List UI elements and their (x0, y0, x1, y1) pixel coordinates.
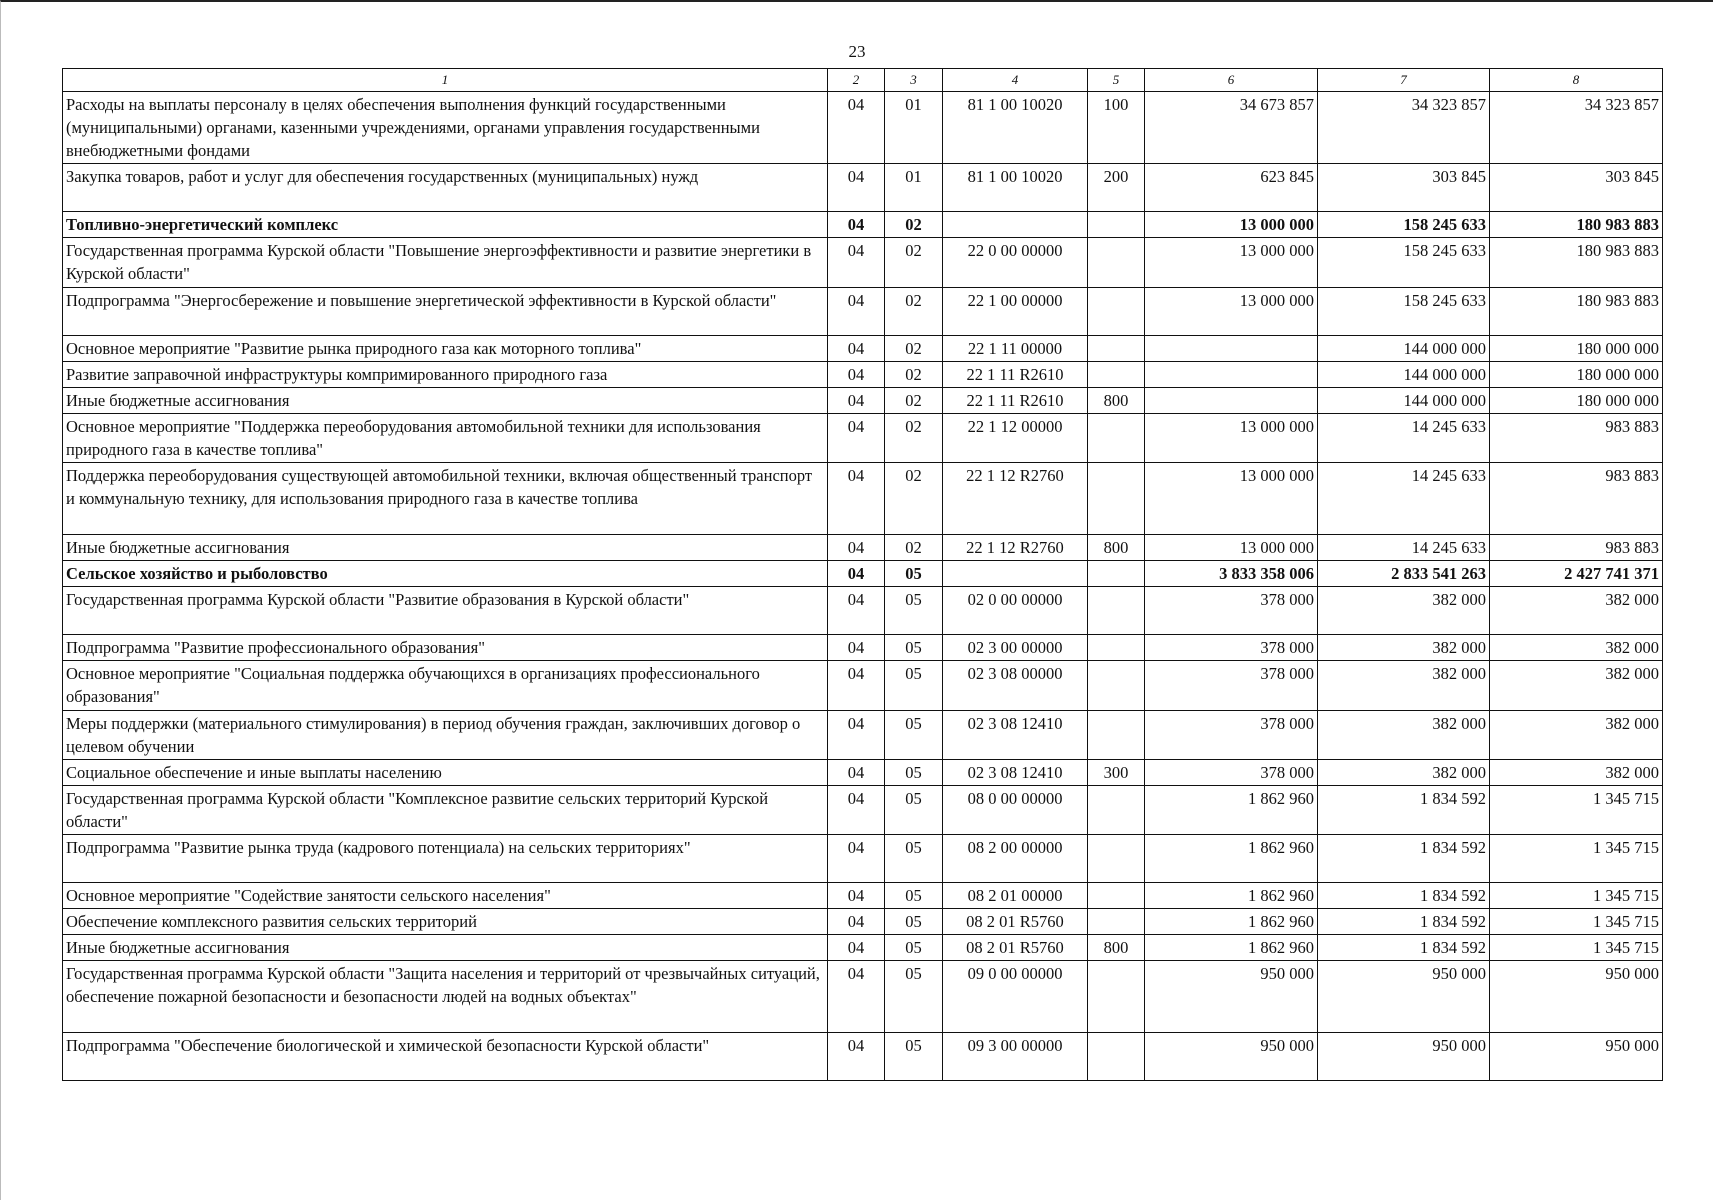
row-expense-type (1088, 661, 1145, 710)
row-name: Государственная программа Курской области "Защита населения и территорий от чрезвычайных ситуаций, обеспечение пожарной безопасности и безопасности людей на водных объектах" (63, 961, 828, 1033)
row-expense-type (1088, 212, 1145, 238)
row-amount-col7: 1 834 592 (1318, 785, 1490, 834)
table-row (63, 92, 1663, 164)
row-amount-col7: 1 834 592 (1318, 909, 1490, 935)
row-amount-col7: 14 245 633 (1318, 463, 1490, 535)
table-row (63, 164, 1663, 212)
row-expense-type (1088, 882, 1145, 908)
row-section-code: 04 (828, 1033, 885, 1081)
row-section-code: 04 (828, 661, 885, 710)
row-target-article: 22 1 12 00000 (943, 413, 1088, 462)
row-name: Иные бюджетные ассигнования (63, 935, 828, 961)
table-body (63, 92, 1663, 1081)
row-subsection-code: 02 (885, 335, 943, 361)
row-section-code: 04 (828, 212, 885, 238)
table-row (63, 287, 1663, 335)
row-section-code: 04 (828, 361, 885, 387)
row-amount-col6: 34 673 857 (1145, 92, 1318, 164)
row-target-article: 81 1 00 10020 (943, 92, 1088, 164)
row-expense-type (1088, 785, 1145, 834)
row-subsection-code: 05 (885, 785, 943, 834)
row-target-article: 81 1 00 10020 (943, 164, 1088, 212)
row-subsection-code: 05 (885, 882, 943, 908)
row-subsection-code: 05 (885, 935, 943, 961)
row-name: Иные бюджетные ассигнования (63, 535, 828, 561)
table-row (63, 710, 1663, 759)
row-target-article: 02 3 08 12410 (943, 710, 1088, 759)
row-amount-col7: 1 834 592 (1318, 935, 1490, 961)
row-section-code: 04 (828, 164, 885, 212)
row-subsection-code: 05 (885, 759, 943, 785)
row-name: Государственная программа Курской области "Развитие образования в Курской области" (63, 587, 828, 635)
row-target-article: 08 2 01 00000 (943, 882, 1088, 908)
row-expense-type (1088, 413, 1145, 462)
row-name: Основное мероприятие "Содействие занятости сельского населения" (63, 882, 828, 908)
row-amount-col8: 950 000 (1490, 961, 1663, 1033)
row-amount-col6: 1 862 960 (1145, 909, 1318, 935)
row-target-article: 08 2 01 R5760 (943, 909, 1088, 935)
row-expense-type: 800 (1088, 935, 1145, 961)
row-target-article: 08 2 00 00000 (943, 834, 1088, 882)
table-row (63, 335, 1663, 361)
row-section-code: 04 (828, 413, 885, 462)
row-amount-col6: 13 000 000 (1145, 238, 1318, 287)
row-section-code: 04 (828, 561, 885, 587)
row-amount-col7: 950 000 (1318, 1033, 1490, 1081)
row-section-code: 04 (828, 387, 885, 413)
row-subsection-code: 02 (885, 361, 943, 387)
row-name: Меры поддержки (материального стимулирования) в период обучения граждан, заключивших договор о целевом обучении (63, 710, 828, 759)
row-name: Подпрограмма "Энергосбережение и повышение энергетической эффективности в Курской области" (63, 287, 828, 335)
row-amount-col6: 378 000 (1145, 587, 1318, 635)
row-target-article: 22 1 11 R2610 (943, 361, 1088, 387)
table-row (63, 834, 1663, 882)
row-target-article: 22 1 11 R2610 (943, 387, 1088, 413)
row-amount-col8: 382 000 (1490, 710, 1663, 759)
row-amount-col7: 382 000 (1318, 587, 1490, 635)
row-subsection-code: 05 (885, 834, 943, 882)
column-header: 5 (1088, 69, 1145, 92)
row-section-code: 04 (828, 335, 885, 361)
row-name: Подпрограмма "Развитие профессионального образования" (63, 635, 828, 661)
row-name: Социальное обеспечение и иные выплаты населению (63, 759, 828, 785)
row-subsection-code: 02 (885, 535, 943, 561)
budget-table (62, 68, 1663, 1081)
row-section-code: 04 (828, 635, 885, 661)
row-amount-col8: 382 000 (1490, 759, 1663, 785)
table-row (63, 661, 1663, 710)
row-expense-type (1088, 834, 1145, 882)
row-section-code: 04 (828, 882, 885, 908)
row-amount-col8: 180 000 000 (1490, 387, 1663, 413)
row-amount-col6: 950 000 (1145, 1033, 1318, 1081)
row-amount-col8: 180 983 883 (1490, 287, 1663, 335)
row-amount-col6: 13 000 000 (1145, 212, 1318, 238)
row-amount-col6: 13 000 000 (1145, 287, 1318, 335)
row-target-article: 02 3 08 00000 (943, 661, 1088, 710)
row-subsection-code: 05 (885, 909, 943, 935)
table-row (63, 361, 1663, 387)
table-row (63, 587, 1663, 635)
column-header: 8 (1490, 69, 1663, 92)
row-amount-col8: 180 983 883 (1490, 238, 1663, 287)
row-subsection-code: 05 (885, 710, 943, 759)
column-header: 1 (63, 69, 828, 92)
row-expense-type: 200 (1088, 164, 1145, 212)
row-amount-col6: 950 000 (1145, 961, 1318, 1033)
table-row (63, 387, 1663, 413)
row-subsection-code: 02 (885, 387, 943, 413)
row-name: Иные бюджетные ассигнования (63, 387, 828, 413)
row-amount-col8: 1 345 715 (1490, 834, 1663, 882)
row-subsection-code: 05 (885, 587, 943, 635)
row-amount-col8: 180 000 000 (1490, 361, 1663, 387)
row-target-article: 08 0 00 00000 (943, 785, 1088, 834)
row-subsection-code: 02 (885, 413, 943, 462)
row-amount-col7: 144 000 000 (1318, 387, 1490, 413)
row-section-code: 04 (828, 961, 885, 1033)
row-amount-col6 (1145, 387, 1318, 413)
row-subsection-code: 02 (885, 463, 943, 535)
row-amount-col6: 378 000 (1145, 661, 1318, 710)
column-header: 2 (828, 69, 885, 92)
row-target-article: 22 0 00 00000 (943, 238, 1088, 287)
row-subsection-code: 05 (885, 961, 943, 1033)
row-name: Государственная программа Курской области "Повышение энергоэффективности и развитие энергетики в Курской области" (63, 238, 828, 287)
row-section-code: 04 (828, 535, 885, 561)
row-expense-type: 100 (1088, 92, 1145, 164)
row-target-article: 08 2 01 R5760 (943, 935, 1088, 961)
row-target-article: 22 1 00 00000 (943, 287, 1088, 335)
row-amount-col8: 1 345 715 (1490, 882, 1663, 908)
row-target-article: 02 3 08 12410 (943, 759, 1088, 785)
table-row (63, 909, 1663, 935)
row-section-code: 04 (828, 587, 885, 635)
row-name: Основное мероприятие "Поддержка переоборудования автомобильной техники для использования природного газа в качестве топлива" (63, 413, 828, 462)
row-section-code: 04 (828, 935, 885, 961)
row-name: Государственная программа Курской области "Комплексное развитие сельских территорий Курской области" (63, 785, 828, 834)
row-amount-col8: 382 000 (1490, 587, 1663, 635)
row-amount-col8: 950 000 (1490, 1033, 1663, 1081)
row-name: Закупка товаров, работ и услуг для обеспечения государственных (муниципальных) нужд (63, 164, 828, 212)
row-expense-type: 300 (1088, 759, 1145, 785)
row-amount-col8: 983 883 (1490, 535, 1663, 561)
row-subsection-code: 01 (885, 92, 943, 164)
row-subsection-code: 01 (885, 164, 943, 212)
table-row (63, 535, 1663, 561)
column-header: 4 (943, 69, 1088, 92)
row-name: Подпрограмма "Развитие рынка труда (кадрового потенциала) на сельских территориях" (63, 834, 828, 882)
row-expense-type (1088, 335, 1145, 361)
row-amount-col7: 144 000 000 (1318, 335, 1490, 361)
row-target-article: 09 0 00 00000 (943, 961, 1088, 1033)
row-section-code: 04 (828, 710, 885, 759)
row-expense-type (1088, 287, 1145, 335)
row-amount-col8: 180 000 000 (1490, 335, 1663, 361)
row-subsection-code: 02 (885, 212, 943, 238)
row-amount-col6: 623 845 (1145, 164, 1318, 212)
row-amount-col6: 1 862 960 (1145, 882, 1318, 908)
row-expense-type (1088, 238, 1145, 287)
row-amount-col6: 1 862 960 (1145, 785, 1318, 834)
row-amount-col6: 378 000 (1145, 635, 1318, 661)
page-number: 23 (848, 42, 866, 61)
row-section-code: 04 (828, 909, 885, 935)
row-expense-type: 800 (1088, 387, 1145, 413)
row-section-code: 04 (828, 834, 885, 882)
row-amount-col6: 13 000 000 (1145, 535, 1318, 561)
table-row (63, 961, 1663, 1033)
row-subsection-code: 05 (885, 661, 943, 710)
column-header: 7 (1318, 69, 1490, 92)
row-amount-col7: 303 845 (1318, 164, 1490, 212)
row-name: Расходы на выплаты персоналу в целях обеспечения выполнения функций государственными (муниципальными) органами, казенными учреждениями, органами управления государственными внебюджетными фондами (63, 92, 828, 164)
row-name: Обеспечение комплексного развития сельских территорий (63, 909, 828, 935)
row-amount-col7: 158 245 633 (1318, 287, 1490, 335)
row-expense-type (1088, 561, 1145, 587)
row-section-code: 04 (828, 238, 885, 287)
row-amount-col6 (1145, 361, 1318, 387)
row-amount-col6: 1 862 960 (1145, 935, 1318, 961)
table-row (63, 463, 1663, 535)
row-expense-type (1088, 587, 1145, 635)
table-section-row (63, 561, 1663, 587)
row-amount-col8: 2 427 741 371 (1490, 561, 1663, 587)
row-expense-type (1088, 909, 1145, 935)
row-name: Основное мероприятие "Социальная поддержка обучающихся в организациях профессионального образования" (63, 661, 828, 710)
row-section-code: 04 (828, 759, 885, 785)
row-target-article (943, 212, 1088, 238)
row-section-code: 04 (828, 287, 885, 335)
table-row (63, 882, 1663, 908)
column-number-row (63, 69, 1663, 92)
table-row (63, 238, 1663, 287)
row-target-article: 02 3 00 00000 (943, 635, 1088, 661)
row-expense-type: 800 (1088, 535, 1145, 561)
table-row (63, 1033, 1663, 1081)
row-amount-col6 (1145, 335, 1318, 361)
column-header: 3 (885, 69, 943, 92)
table-row (63, 759, 1663, 785)
row-amount-col7: 382 000 (1318, 635, 1490, 661)
row-section-code: 04 (828, 92, 885, 164)
table-section-row (63, 212, 1663, 238)
row-amount-col7: 14 245 633 (1318, 413, 1490, 462)
row-expense-type (1088, 710, 1145, 759)
row-amount-col7: 382 000 (1318, 759, 1490, 785)
row-name: Основное мероприятие "Развитие рынка природного газа как моторного топлива" (63, 335, 828, 361)
row-amount-col6: 1 862 960 (1145, 834, 1318, 882)
row-target-article: 22 1 12 R2760 (943, 535, 1088, 561)
row-amount-col6: 378 000 (1145, 710, 1318, 759)
row-amount-col7: 158 245 633 (1318, 238, 1490, 287)
row-target-article: 22 1 12 R2760 (943, 463, 1088, 535)
row-target-article: 09 3 00 00000 (943, 1033, 1088, 1081)
table-row (63, 635, 1663, 661)
row-target-article: 02 0 00 00000 (943, 587, 1088, 635)
row-amount-col8: 303 845 (1490, 164, 1663, 212)
row-amount-col7: 144 000 000 (1318, 361, 1490, 387)
row-expense-type (1088, 463, 1145, 535)
row-subsection-code: 05 (885, 1033, 943, 1081)
row-amount-col7: 1 834 592 (1318, 882, 1490, 908)
row-amount-col8: 34 323 857 (1490, 92, 1663, 164)
row-name: Сельское хозяйство и рыболовство (63, 561, 828, 587)
row-target-article: 22 1 11 00000 (943, 335, 1088, 361)
column-header: 6 (1145, 69, 1318, 92)
row-name: Подпрограмма "Обеспечение биологической и химической безопасности Курской области" (63, 1033, 828, 1081)
row-amount-col7: 382 000 (1318, 710, 1490, 759)
row-amount-col6: 13 000 000 (1145, 413, 1318, 462)
row-amount-col8: 983 883 (1490, 413, 1663, 462)
row-subsection-code: 02 (885, 238, 943, 287)
row-amount-col8: 1 345 715 (1490, 935, 1663, 961)
table-row (63, 413, 1663, 462)
row-amount-col7: 2 833 541 263 (1318, 561, 1490, 587)
row-amount-col7: 950 000 (1318, 961, 1490, 1033)
row-amount-col8: 1 345 715 (1490, 909, 1663, 935)
row-amount-col6: 378 000 (1145, 759, 1318, 785)
row-amount-col6: 3 833 358 006 (1145, 561, 1318, 587)
row-name: Развитие заправочной инфраструктуры компримированного природного газа (63, 361, 828, 387)
row-amount-col7: 158 245 633 (1318, 212, 1490, 238)
row-amount-col8: 180 983 883 (1490, 212, 1663, 238)
row-expense-type (1088, 961, 1145, 1033)
row-amount-col8: 1 345 715 (1490, 785, 1663, 834)
row-expense-type (1088, 361, 1145, 387)
row-amount-col8: 382 000 (1490, 661, 1663, 710)
row-subsection-code: 05 (885, 561, 943, 587)
row-subsection-code: 02 (885, 287, 943, 335)
row-section-code: 04 (828, 785, 885, 834)
row-amount-col7: 382 000 (1318, 661, 1490, 710)
row-name: Поддержка переоборудования существующей автомобильной техники, включая общественный транспорт и коммунальную технику, для использования природного газа в качестве топлива (63, 463, 828, 535)
row-expense-type (1088, 635, 1145, 661)
row-amount-col6: 13 000 000 (1145, 463, 1318, 535)
row-amount-col7: 1 834 592 (1318, 834, 1490, 882)
row-amount-col7: 34 323 857 (1318, 92, 1490, 164)
row-amount-col8: 382 000 (1490, 635, 1663, 661)
row-amount-col8: 983 883 (1490, 463, 1663, 535)
row-target-article (943, 561, 1088, 587)
row-amount-col7: 14 245 633 (1318, 535, 1490, 561)
table-row (63, 935, 1663, 961)
row-expense-type (1088, 1033, 1145, 1081)
table-row (63, 785, 1663, 834)
row-name: Топливно-энергетический комплекс (63, 212, 828, 238)
row-section-code: 04 (828, 463, 885, 535)
row-subsection-code: 05 (885, 635, 943, 661)
